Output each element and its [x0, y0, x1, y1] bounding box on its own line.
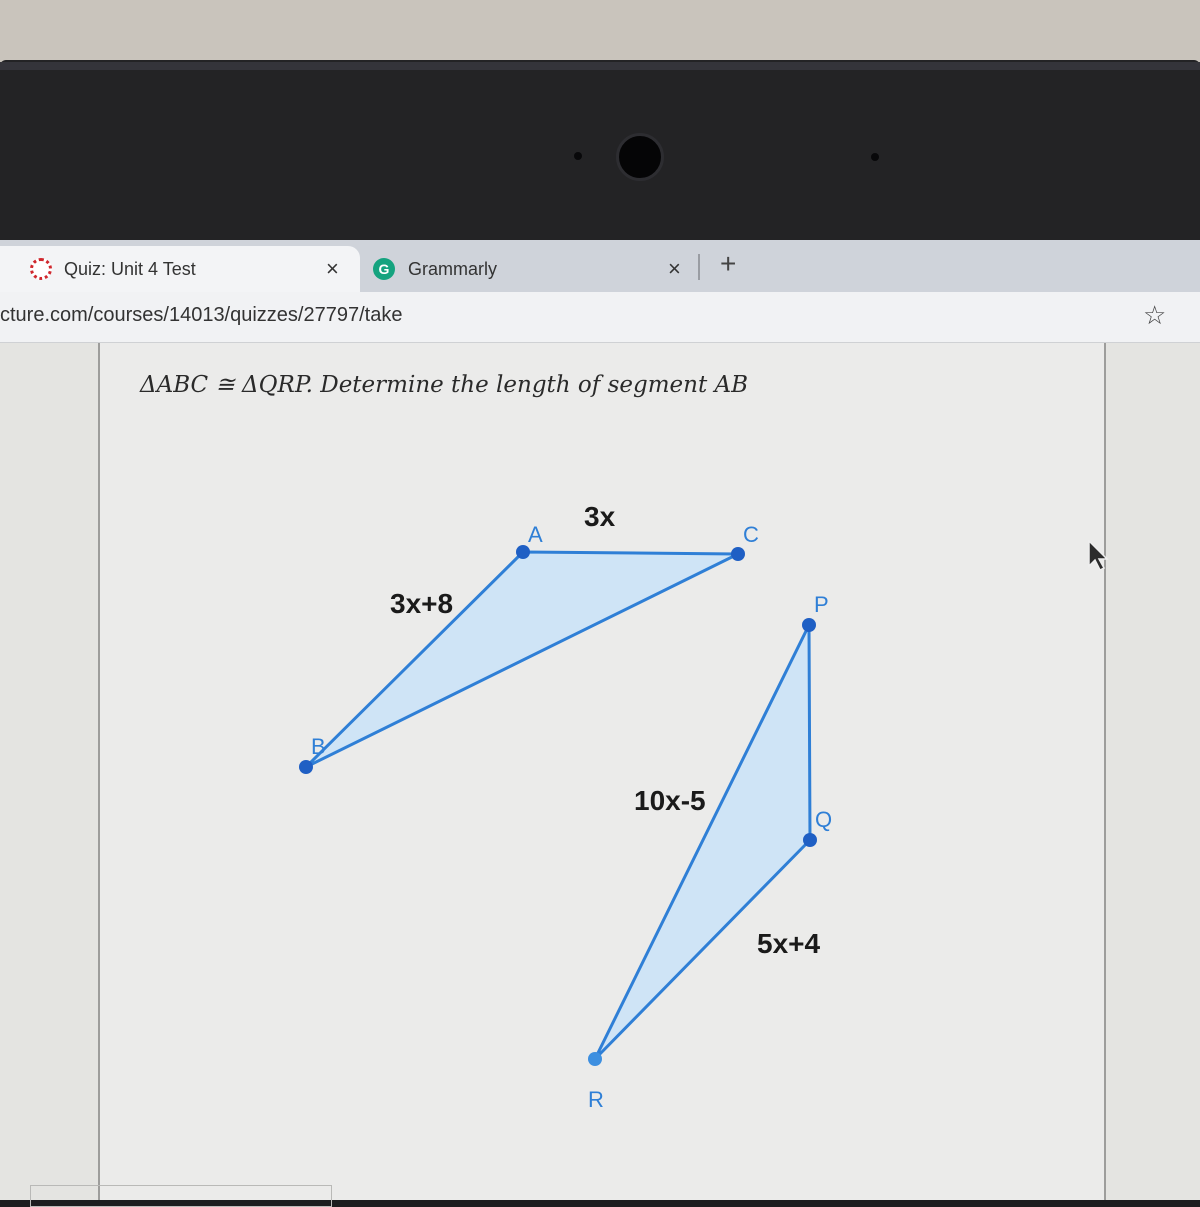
side-ac-label: 3x	[584, 501, 616, 532]
vertex-p-point[interactable]	[802, 618, 816, 632]
tab-title: Grammarly	[408, 259, 497, 279]
vertex-a-label: A	[528, 522, 543, 547]
triangles-figure	[0, 343, 1200, 1200]
tab-bar	[0, 240, 1200, 292]
tab-separator	[698, 254, 700, 280]
mouse-cursor-icon	[1088, 540, 1110, 572]
bezel-edge	[0, 62, 1200, 70]
laptop-bezel	[0, 60, 1200, 245]
answer-area[interactable]	[30, 1185, 332, 1207]
vertex-c-label: C	[743, 522, 759, 547]
light-sensor	[574, 152, 582, 160]
vertex-r-label: R	[588, 1087, 604, 1112]
tab-quiz[interactable]	[0, 246, 360, 292]
webcam	[616, 133, 664, 181]
vertex-r-point[interactable]	[588, 1052, 602, 1066]
page-content	[0, 343, 1200, 1200]
close-tab-icon[interactable]: ×	[326, 256, 339, 281]
triangle-abc-fill	[306, 552, 738, 767]
side-qr-label: 5x+4	[757, 928, 821, 959]
vertex-q-point[interactable]	[803, 833, 817, 847]
vertex-b-point[interactable]	[299, 760, 313, 774]
side-pr-label: 10x-5	[634, 785, 706, 816]
vertex-c-point[interactable]	[731, 547, 745, 561]
star-icon[interactable]: ☆	[1143, 300, 1167, 330]
vertex-p-label: P	[814, 592, 829, 617]
camera-indicator	[871, 153, 879, 161]
url-text[interactable]: cture.com/courses/14013/quizzes/27797/take	[0, 304, 403, 326]
vertex-q-label: Q	[815, 807, 833, 832]
side-ab-label: 3x+8	[390, 588, 454, 619]
grammarly-logo-icon: G	[373, 258, 395, 280]
vertex-b-label: B	[311, 734, 326, 759]
triangle-qrp	[588, 592, 832, 1112]
address-bar[interactable]	[0, 292, 1200, 343]
triangle-qrp-fill	[595, 625, 810, 1059]
question-text: ΔABC ≅ ΔQRP. Determine the length of segment AB	[140, 372, 749, 398]
vertex-a-point[interactable]	[516, 545, 530, 559]
triangle-abc	[299, 501, 759, 774]
tab-grammarly[interactable]	[360, 246, 700, 292]
close-tab-icon[interactable]: ×	[668, 256, 681, 281]
canvas-logo-icon	[30, 258, 52, 280]
tab-title: Quiz: Unit 4 Test	[64, 259, 196, 279]
new-tab-button[interactable]: +	[720, 248, 737, 279]
screen	[0, 240, 1200, 1200]
